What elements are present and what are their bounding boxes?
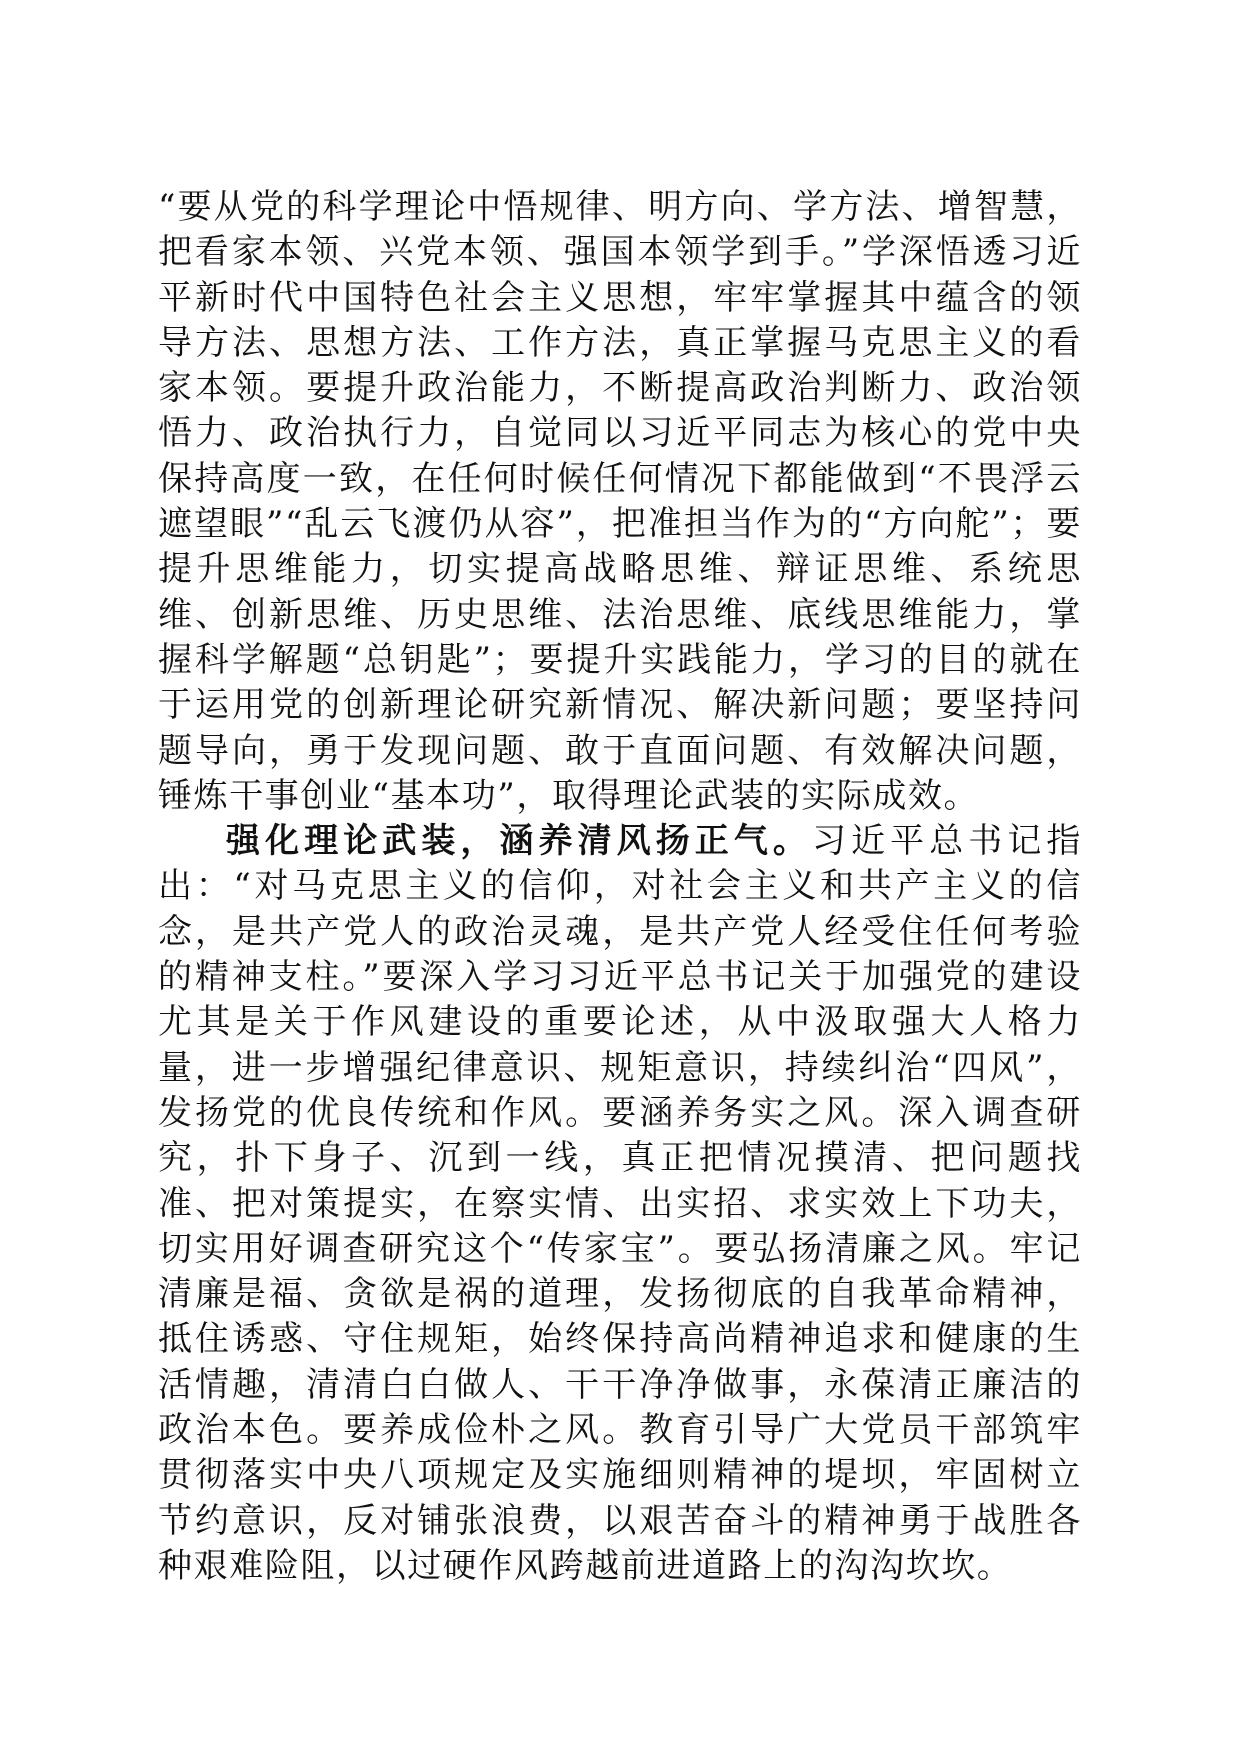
section-heading: 强化理论武装，涵养清风扬正气。 xyxy=(226,821,812,862)
paragraph-continued: “要从党的科学理论中悟规律、明方向、学方法、增智慧，把看家本领、兴党本领、强国本领学到手。”学深悟透习近平新时代中国特色社会主义思想，牢牢掌握其中蕴含的领导方法、思想方法、工作方法，真正掌握马克思主义的看家本领。要提升政治能力，不断提高政治判断力、政治领悟力、政治执行力，自觉同以习近平同志为核心的党中央保持高度一致，在任何时候任何情况下都能做到“不畏浮云遮望眼”“乱云飞渡仍从容”，把准担当作为的“方向舵”；要提升思维能力，切实提高战略思维、辩证思维、系统思维、创新思维、历史思维、法治思维、底线思维能力，掌握科学解题“总钥匙”；要提升实践能力，学习的目的就在于运用党的创新理论研究新情况、解决新问题；要坚持问题导向，勇于发现问题、敢于直面问题、有效解决问题，锤炼干事创业“基本功”，取得理论武装的实际成效。 xyxy=(158,187,1082,816)
section-body: 习近平总书记指出：“对马克思主义的信仰，对社会主义和共产主义的信念，是共产党人的政治灵魂，是共产党人经受住任何考验的精神支柱。”要深入学习习近平总书记关于加强党的建设尤其是关于作风建设的重要论述，从中汲取强大人格力量，进一步增强纪律意识、规矩意识，持续纠治“四风”，发扬党的优良传统和作风。要涵养务实之风。深入调查研究，扑下身子、沉到一线，真正把情况摸清、把问题找准、把对策提实，在察实情、出实招、求实效上下功夫，切实用好调查研究这个“传家宝”。要弘扬清廉之风。牢记清廉是福、贪欲是祸的道理，发扬彻底的自我革命精神，抵住诱惑、守住规矩，始终保持高尚精神追求和健康的生活情趣，清清白白做人、干干净净做事，永葆清正廉洁的政治本色。要养成俭朴之风。教育引导广大党员干部筑牢贯彻落实中央八项规定及实施细则精神的堤坝，牢固树立节约意识，反对铺张浪费，以艰苦奋斗的精神勇于战胜各种艰难险阻，以过硬作风跨越前进道路上的沟沟坎坎。 xyxy=(158,821,1082,1586)
paragraph-section xyxy=(158,819,1082,1589)
document-body xyxy=(158,185,1082,1589)
